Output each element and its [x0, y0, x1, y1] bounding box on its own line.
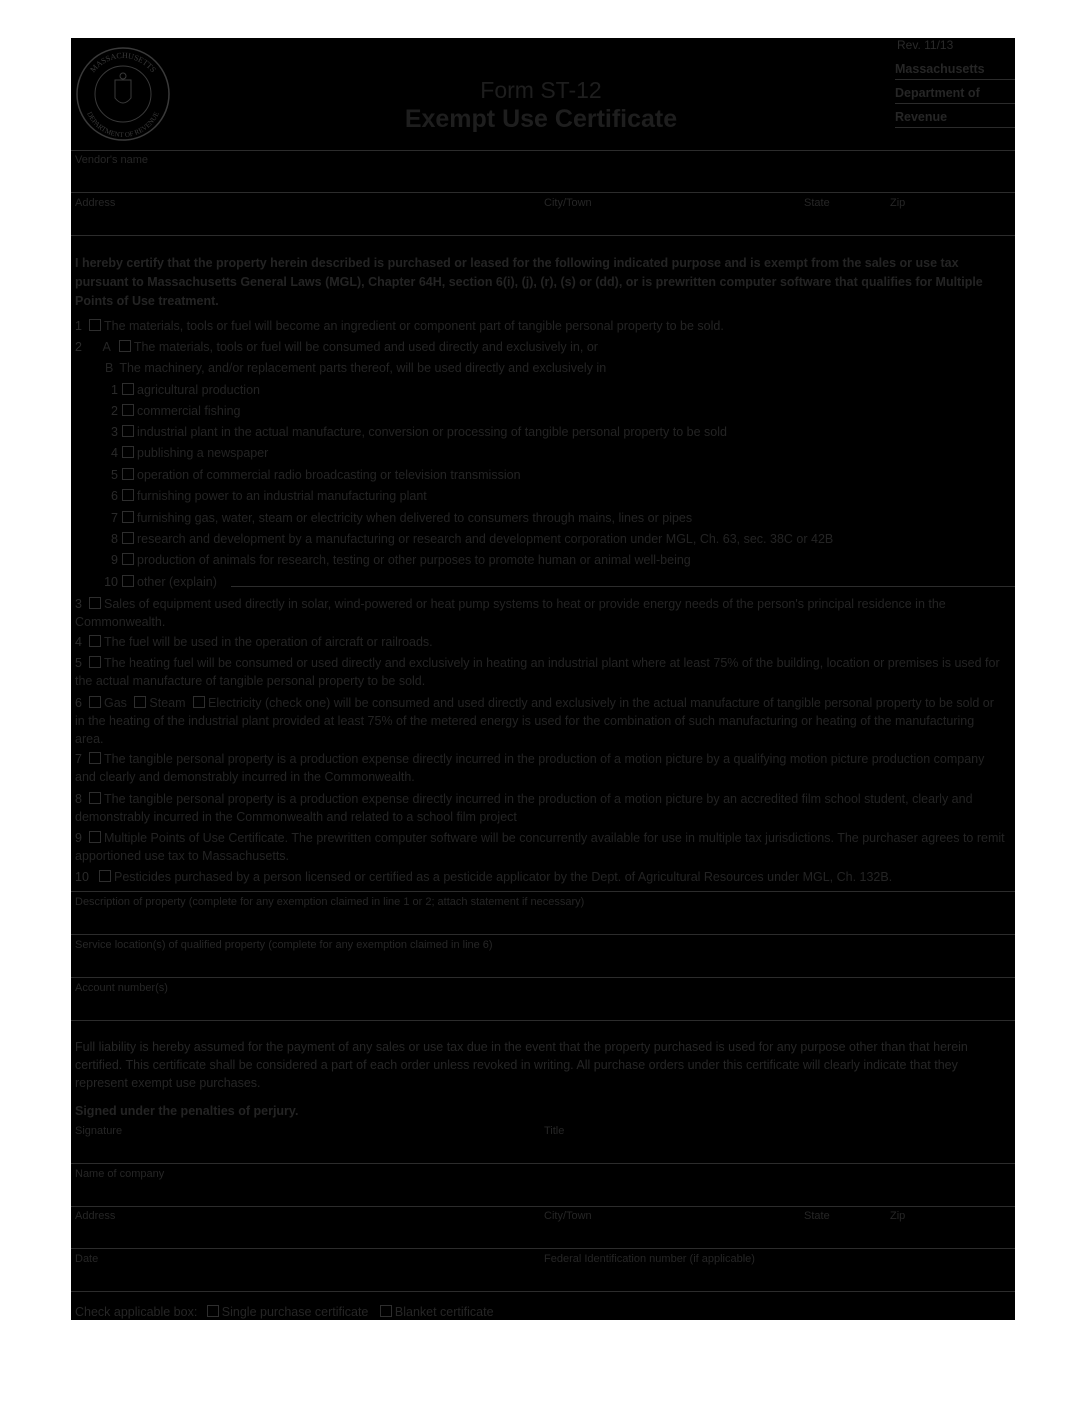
- account-field[interactable]: [71, 996, 1015, 1020]
- item-10-number: 10: [75, 870, 89, 884]
- vendor-zip-label: Zip: [890, 197, 906, 209]
- divider: [71, 1291, 1015, 1292]
- purchaser-zip-label: Zip: [890, 1210, 906, 1222]
- purchaser-address-field[interactable]: [71, 1223, 1015, 1247]
- divider: [71, 977, 1015, 978]
- item-8-text: The tangible personal property is a production expense directly incurred in the production of a motion picture by an accredited film school student, clearly and demonstrably incurred in the Commonwealth and related to a school film project: [75, 792, 973, 824]
- item-9-text: Multiple Points of Use Certificate. The prewritten computer software will be concurrently available for use in multiple tax jurisdictions. The purchaser agrees to remit apportioned use tax to Massachusetts.: [75, 831, 1005, 863]
- item-2b: [105, 359, 606, 377]
- divider: [71, 1020, 1015, 1021]
- sub-item-6-checkbox[interactable]: [122, 489, 134, 501]
- sub-item-3: [104, 423, 727, 441]
- item-1-text: The materials, tools or fuel will become an ingredient or component part of tangible personal property to be sold.: [104, 319, 724, 333]
- sub-item-text: research and development by a manufacturing or research and development corporation under MGL, Ch. 63, sec. 38C or 42B: [137, 532, 834, 546]
- item-9-checkbox[interactable]: [89, 831, 101, 843]
- company-field[interactable]: [71, 1181, 1015, 1205]
- signature-label: Signature: [75, 1125, 123, 1137]
- sub-item-number: 9: [111, 553, 118, 567]
- sub-item-number: 4: [111, 446, 118, 460]
- item-3-number: 3: [75, 597, 82, 611]
- divider: [71, 235, 1015, 236]
- service-location-field[interactable]: [71, 953, 1015, 977]
- item-10-text: Pesticides purchased by a person licensed or certified as a pesticide applicator by the Dept. of Agricultural Resources under MGL, Ch. 132B.: [114, 870, 893, 884]
- agency-line-3: Revenue: [895, 110, 1015, 128]
- item-2a: [75, 338, 598, 356]
- item-6: [75, 694, 1005, 748]
- sub-item-text: industrial plant in the actual manufacture, conversion or processing of tangible personal property to be sold: [137, 425, 727, 439]
- sub-item-number: 7: [111, 511, 118, 525]
- item-3: [75, 595, 1005, 631]
- fein-label: Federal Identification number (if applicable): [544, 1253, 755, 1265]
- item-4-number: 4: [75, 635, 82, 649]
- item-5-checkbox[interactable]: [89, 656, 101, 668]
- sub-item-4-checkbox[interactable]: [122, 446, 134, 458]
- item-9-number: 9: [75, 831, 82, 845]
- svg-text:DEPARTMENT OF REVENUE: DEPARTMENT OF REVENUE: [85, 110, 161, 140]
- item-7-number: 7: [75, 752, 82, 766]
- service-location-label: Service location(s) of qualified property (complete for any exemption claimed in line 6): [75, 939, 493, 951]
- item-5: [75, 654, 1005, 690]
- sub-item-5: [104, 466, 521, 484]
- date-label: Date: [75, 1253, 99, 1265]
- sub-item-number: 8: [111, 532, 118, 546]
- agency-line-2: Department of: [895, 86, 1015, 104]
- form-title-block: [301, 76, 781, 134]
- divider: [71, 934, 1015, 935]
- item-6-steam-checkbox[interactable]: [134, 696, 146, 708]
- vendor-address-field[interactable]: [71, 210, 1015, 234]
- purchaser-city-label: City/Town: [544, 1210, 592, 1222]
- form-st-12: [71, 38, 1015, 1320]
- form-title: Exempt Use Certificate: [404, 105, 678, 133]
- item-3-checkbox[interactable]: [89, 597, 101, 609]
- account-label: Account number(s): [75, 982, 168, 994]
- item-1-number: 1: [75, 319, 82, 333]
- item-4-checkbox[interactable]: [89, 635, 101, 647]
- sub-item-text: publishing a newspaper: [137, 446, 269, 460]
- item-1: [75, 317, 724, 335]
- liability-statement: Full liability is hereby assumed for the payment of any sales or use tax due in the event that the property purchased is used for any purpose other than that herein certified. This certificate shall be considered a part of each order unless revoked in writing. All purchase orders under this certificate will clearly indicate that they represent exempt use purchases.: [75, 1040, 968, 1090]
- sub-item-7-checkbox[interactable]: [122, 511, 134, 523]
- item-6-steam-label: Steam: [149, 696, 186, 710]
- certification-statement: I hereby certify that the property herein described is purchased or leased for the following indicated purpose and is exempt from the sales or use tax pursuant to Massachusetts General Laws (MGL), Chapter 64H, section 6(i), (j), (r), (s) or (dd), or is prewritten computer software that qualifies for Multiple Points of Use treatment.: [75, 256, 983, 308]
- divider: [71, 1206, 1015, 1207]
- item-8-number: 8: [75, 792, 82, 806]
- vendor-address-label: Address: [75, 197, 116, 209]
- item-6-number: 6: [75, 696, 82, 710]
- sub-item-3-checkbox[interactable]: [122, 425, 134, 437]
- item-2b-text: The machinery, and/or replacement parts thereof, will be used directly and exclusively in: [119, 361, 607, 375]
- single-purchase-checkbox[interactable]: [207, 1305, 219, 1317]
- date-fein-field[interactable]: [71, 1266, 1015, 1290]
- purchaser-address-label: Address: [75, 1210, 116, 1222]
- description-field[interactable]: [71, 910, 1015, 934]
- sub-item-10-checkbox[interactable]: [122, 575, 134, 587]
- vendor-name-label: Vendor's name: [75, 154, 149, 166]
- sub-item-8: [104, 530, 833, 548]
- item-5-number: 5: [75, 656, 82, 670]
- divider: [71, 1248, 1015, 1249]
- dor-seal-logo: [75, 46, 171, 142]
- item-10-checkbox[interactable]: [99, 870, 111, 882]
- sub-item-text: operation of commercial radio broadcasting or television transmission: [137, 468, 521, 482]
- sub-item-text: agricultural production: [137, 383, 260, 397]
- item-2b-letter: B: [105, 361, 114, 375]
- sub-item-text: furnishing gas, water, steam or electricity when delivered to consumers through mains, lines or pipes: [137, 511, 693, 525]
- signature-field[interactable]: [71, 1138, 541, 1162]
- item-2-number: 2: [75, 340, 82, 354]
- sub-item-5-checkbox[interactable]: [122, 468, 134, 480]
- sub-item-8-checkbox[interactable]: [122, 532, 134, 544]
- item-2a-text: The materials, tools or fuel will be consumed and used directly and exclusively in, or: [133, 340, 598, 354]
- certificate-type-row: [75, 1303, 494, 1320]
- item-6-electricity-checkbox[interactable]: [193, 696, 205, 708]
- sub-item-1-checkbox[interactable]: [122, 383, 134, 395]
- purchaser-state-label: State: [804, 1210, 830, 1222]
- sub-item-2-checkbox[interactable]: [122, 404, 134, 416]
- item-7-text: The tangible personal property is a production expense directly incurred in the production of a motion picture by a qualifying motion picture production company and clearly and demonstrably incurred in the Commonwealth.: [75, 752, 985, 784]
- sub-item-4: [104, 444, 268, 462]
- revision-date: Rev. 11/13: [897, 38, 954, 52]
- divider: [71, 891, 1015, 892]
- sub-item-6: [104, 487, 427, 505]
- sub-item-text: other (explain): [137, 575, 217, 589]
- single-purchase-label: Single purchase certificate: [221, 1305, 369, 1319]
- sub-item-number: 10: [104, 575, 118, 589]
- item-3-text: Sales of equipment used directly in solar, wind-powered or heat pump systems to heat or provide energy needs of the person's principal residence in the Commonwealth.: [75, 597, 946, 629]
- sub-item-number: 5: [111, 468, 118, 482]
- vendor-name-field[interactable]: [71, 168, 1015, 192]
- divider: [71, 1163, 1015, 1164]
- sub-item-number: 1: [111, 383, 118, 397]
- item-6-text: Electricity (check one) will be consumed and used directly and exclusively in the actual manufacture of tangible personal property to be sold or in the heating of the industrial plant provided at least 75% of the metered energy is used for the combination of such manufacturing or heating of the manufacturing area.: [75, 696, 994, 746]
- check-applicable-label: Check applicable box:: [75, 1305, 198, 1319]
- company-label: Name of company: [75, 1168, 165, 1180]
- blanket-checkbox[interactable]: [380, 1305, 392, 1317]
- item-10: [75, 868, 892, 886]
- item-8-checkbox[interactable]: [89, 792, 101, 804]
- title-field[interactable]: [541, 1138, 1015, 1162]
- item-4: [75, 633, 433, 651]
- sub-item-9: [104, 551, 691, 569]
- form-number: Form ST-12: [480, 77, 602, 103]
- vendor-city-label: City/Town: [544, 197, 592, 209]
- agency-line-1: Massachusetts: [895, 62, 1015, 80]
- item-6-gas-checkbox[interactable]: [89, 696, 101, 708]
- divider: [71, 150, 1015, 151]
- item-7: [75, 750, 1005, 786]
- item-1-checkbox[interactable]: [89, 319, 101, 331]
- title-label: Title: [544, 1125, 565, 1137]
- sub-item-9-checkbox[interactable]: [122, 553, 134, 565]
- vendor-state-label: State: [804, 197, 830, 209]
- perjury-statement: Signed under the penalties of perjury.: [75, 1104, 299, 1118]
- sub-item-text: commercial fishing: [137, 404, 241, 418]
- svg-text:MASSACHUSETTS: MASSACHUSETTS: [88, 50, 158, 75]
- sub-item-text: production of animals for research, testing or other purposes to promote human or animal well-being: [137, 553, 691, 567]
- sub-item-2: [104, 402, 241, 420]
- description-label: Description of property (complete for any exemption claimed in line 1 or 2; attach statement if necessary): [75, 896, 585, 908]
- sub-item-number: 2: [111, 404, 118, 418]
- item-9: [75, 829, 1005, 865]
- sub-item-7: [104, 509, 692, 527]
- sub-item-1: [104, 381, 260, 399]
- sub-item-number: 6: [111, 489, 118, 503]
- divider: [71, 192, 1015, 193]
- item-4-text: The fuel will be used in the operation of aircraft or railroads.: [104, 635, 433, 649]
- item-2a-letter: A: [102, 340, 111, 354]
- item-2a-checkbox[interactable]: [119, 340, 131, 352]
- blanket-label: Blanket certificate: [394, 1305, 494, 1319]
- other-explain-line[interactable]: [231, 586, 1015, 587]
- sub-item-10: [98, 573, 217, 591]
- sub-item-number: 3: [111, 425, 118, 439]
- item-5-text: The heating fuel will be consumed or used directly and exclusively in heating an industrial plant where at least 75% of the building, location or premises is used for the actual manufacture of tangible personal property to be sold.: [75, 656, 1000, 688]
- item-6-gas-label: Gas: [104, 696, 127, 710]
- sub-item-text: furnishing power to an industrial manufacturing plant: [137, 489, 427, 503]
- item-7-checkbox[interactable]: [89, 752, 101, 764]
- item-8: [75, 790, 1005, 826]
